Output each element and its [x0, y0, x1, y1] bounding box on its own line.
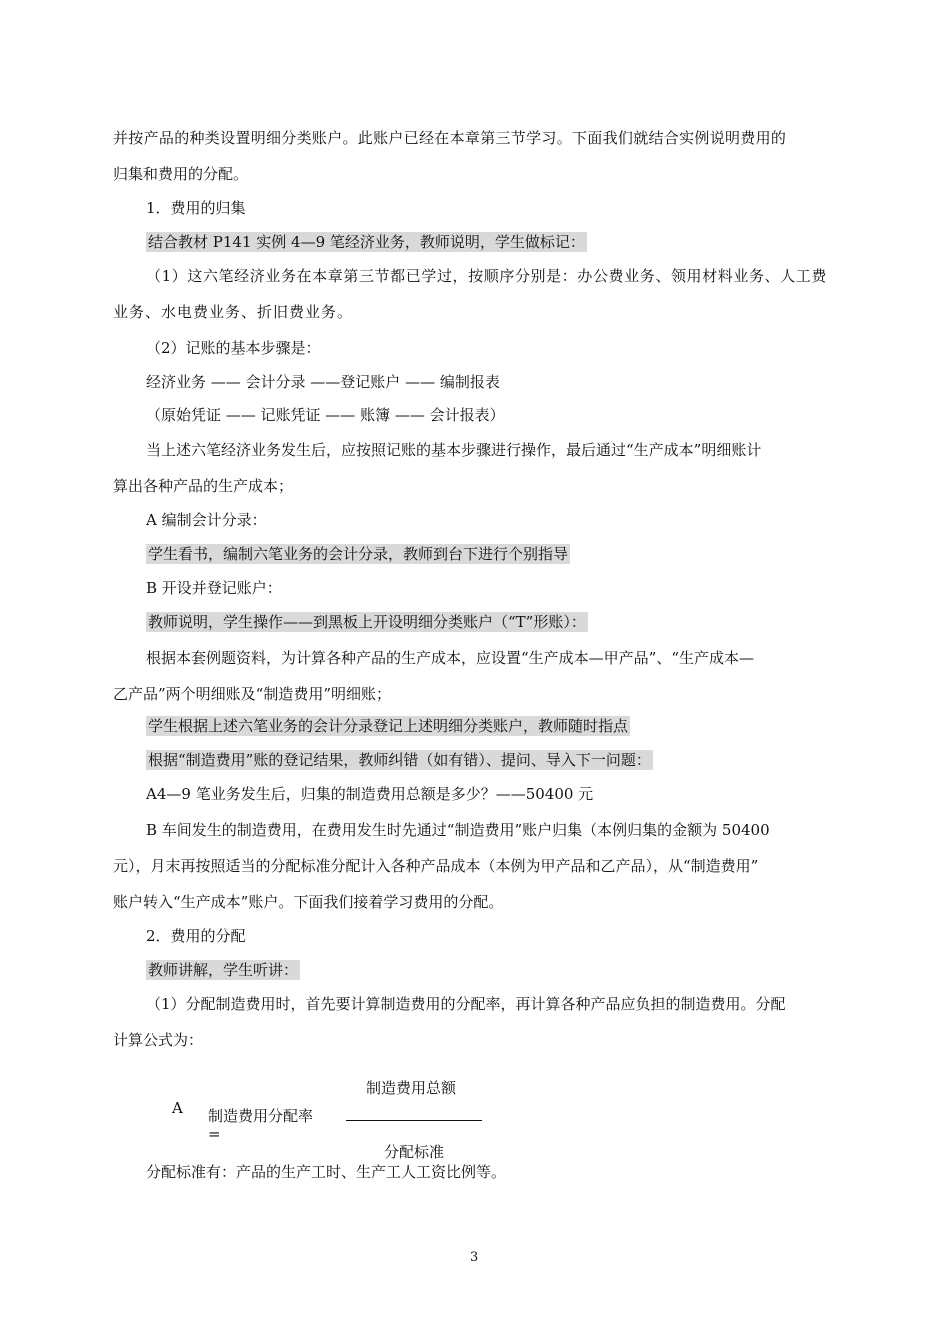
paragraph-line: （2）记账的基本步骤是：: [146, 339, 321, 357]
page-number: 3: [470, 1250, 479, 1265]
paragraph-line: 分配标准有：产品的生产工时、生产工人工资比例等。: [146, 1163, 507, 1181]
paragraph-line: A4—9 笔业务发生后，归集的制造费用总额是多少？——50400 元: [146, 785, 594, 803]
paragraph-line: 账户转入“生产成本”账户。下面我们接着学习费用的分配。: [113, 893, 504, 911]
paragraph-line: 根据本套例题资料，为计算各种产品的生产成本，应设置“生产成本—甲产品”、“生产成本—: [146, 649, 755, 667]
paragraph-line: 计算公式为：: [113, 1031, 204, 1049]
paragraph-line: 业务、水电费业务、折旧费业务。: [113, 303, 354, 321]
paragraph-line: 归集和费用的分配。: [113, 165, 249, 183]
teaching-note: [146, 612, 588, 632]
teaching-note: [146, 232, 587, 252]
paragraph-line: B 开设并登记账户：: [146, 579, 282, 597]
paragraph-line: （1）分配制造费用时，首先要计算制造费用的分配率，再计算各种产品应负担的制造费用。分配: [146, 995, 786, 1013]
teaching-note: [146, 750, 653, 770]
paragraph-line: B 车间发生的制造费用，在费用发生时先通过“制造费用”账户归集（本例归集的金额为 50400: [146, 821, 770, 839]
section-heading: 1．费用的归集: [146, 199, 246, 217]
paragraph-line: 元），月末再按照适当的分配标准分配计入各种产品成本（本例为甲产品和乙产品），从“制造费用”: [113, 857, 759, 875]
teaching-note: [146, 544, 570, 564]
formula-prefix: A: [172, 1099, 183, 1117]
highlighted-text: 结合教材 P141 实例 4—9 笔经济业务，教师说明，学生做标记：: [148, 233, 585, 251]
highlighted-text: 根据“制造费用”账的登记结果，教师纠错（如有错）、提问、导入下一问题：: [148, 751, 651, 769]
highlighted-text: 学生看书，编制六笔业务的会计分录，教师到台下进行个别指导: [148, 545, 569, 563]
paragraph-line: （原始凭证 —— 记账凭证 —— 账簿 —— 会计报表）: [146, 406, 505, 424]
formula-left-term: 制造费用分配率: [208, 1107, 314, 1125]
paragraph-line: 算出各种产品的生产成本；: [113, 477, 294, 495]
teaching-note: [146, 716, 630, 736]
formula-equals: =: [208, 1125, 221, 1143]
formula-numerator: 制造费用总额: [366, 1079, 457, 1097]
section-heading: 2．费用的分配: [146, 927, 246, 945]
teaching-note: [146, 960, 300, 980]
highlighted-text: 教师说明，学生操作——到黑板上开设明细分类账户（“T”形账）：: [148, 613, 586, 631]
highlighted-text: 教师讲解，学生听讲：: [148, 961, 299, 979]
fraction-bar: [346, 1120, 482, 1121]
paragraph-line: 并按产品的种类设置明细分类账户。此账户已经在本章第三节学习。下面我们就结合实例说明费用的: [113, 129, 787, 147]
paragraph-line: 经济业务 —— 会计分录 ——登记账户 —— 编制报表: [146, 373, 500, 391]
paragraph-line: （1）这六笔经济业务在本章第三节都已学过，按顺序分别是：办公费业务、领用材料业务、人工费: [146, 267, 827, 285]
paragraph-line: 当上述六笔经济业务发生后，应按照记账的基本步骤进行操作，最后通过“生产成本”明细账计: [146, 441, 762, 459]
highlighted-text: 学生根据上述六笔业务的会计分录登记上述明细分类账户，教师随时指点: [148, 717, 629, 735]
paragraph-line: 乙产品”两个明细账及“制造费用”明细账；: [113, 685, 392, 703]
paragraph-line: A 编制会计分录：: [146, 511, 267, 529]
formula-denominator: 分配标准: [384, 1143, 445, 1161]
